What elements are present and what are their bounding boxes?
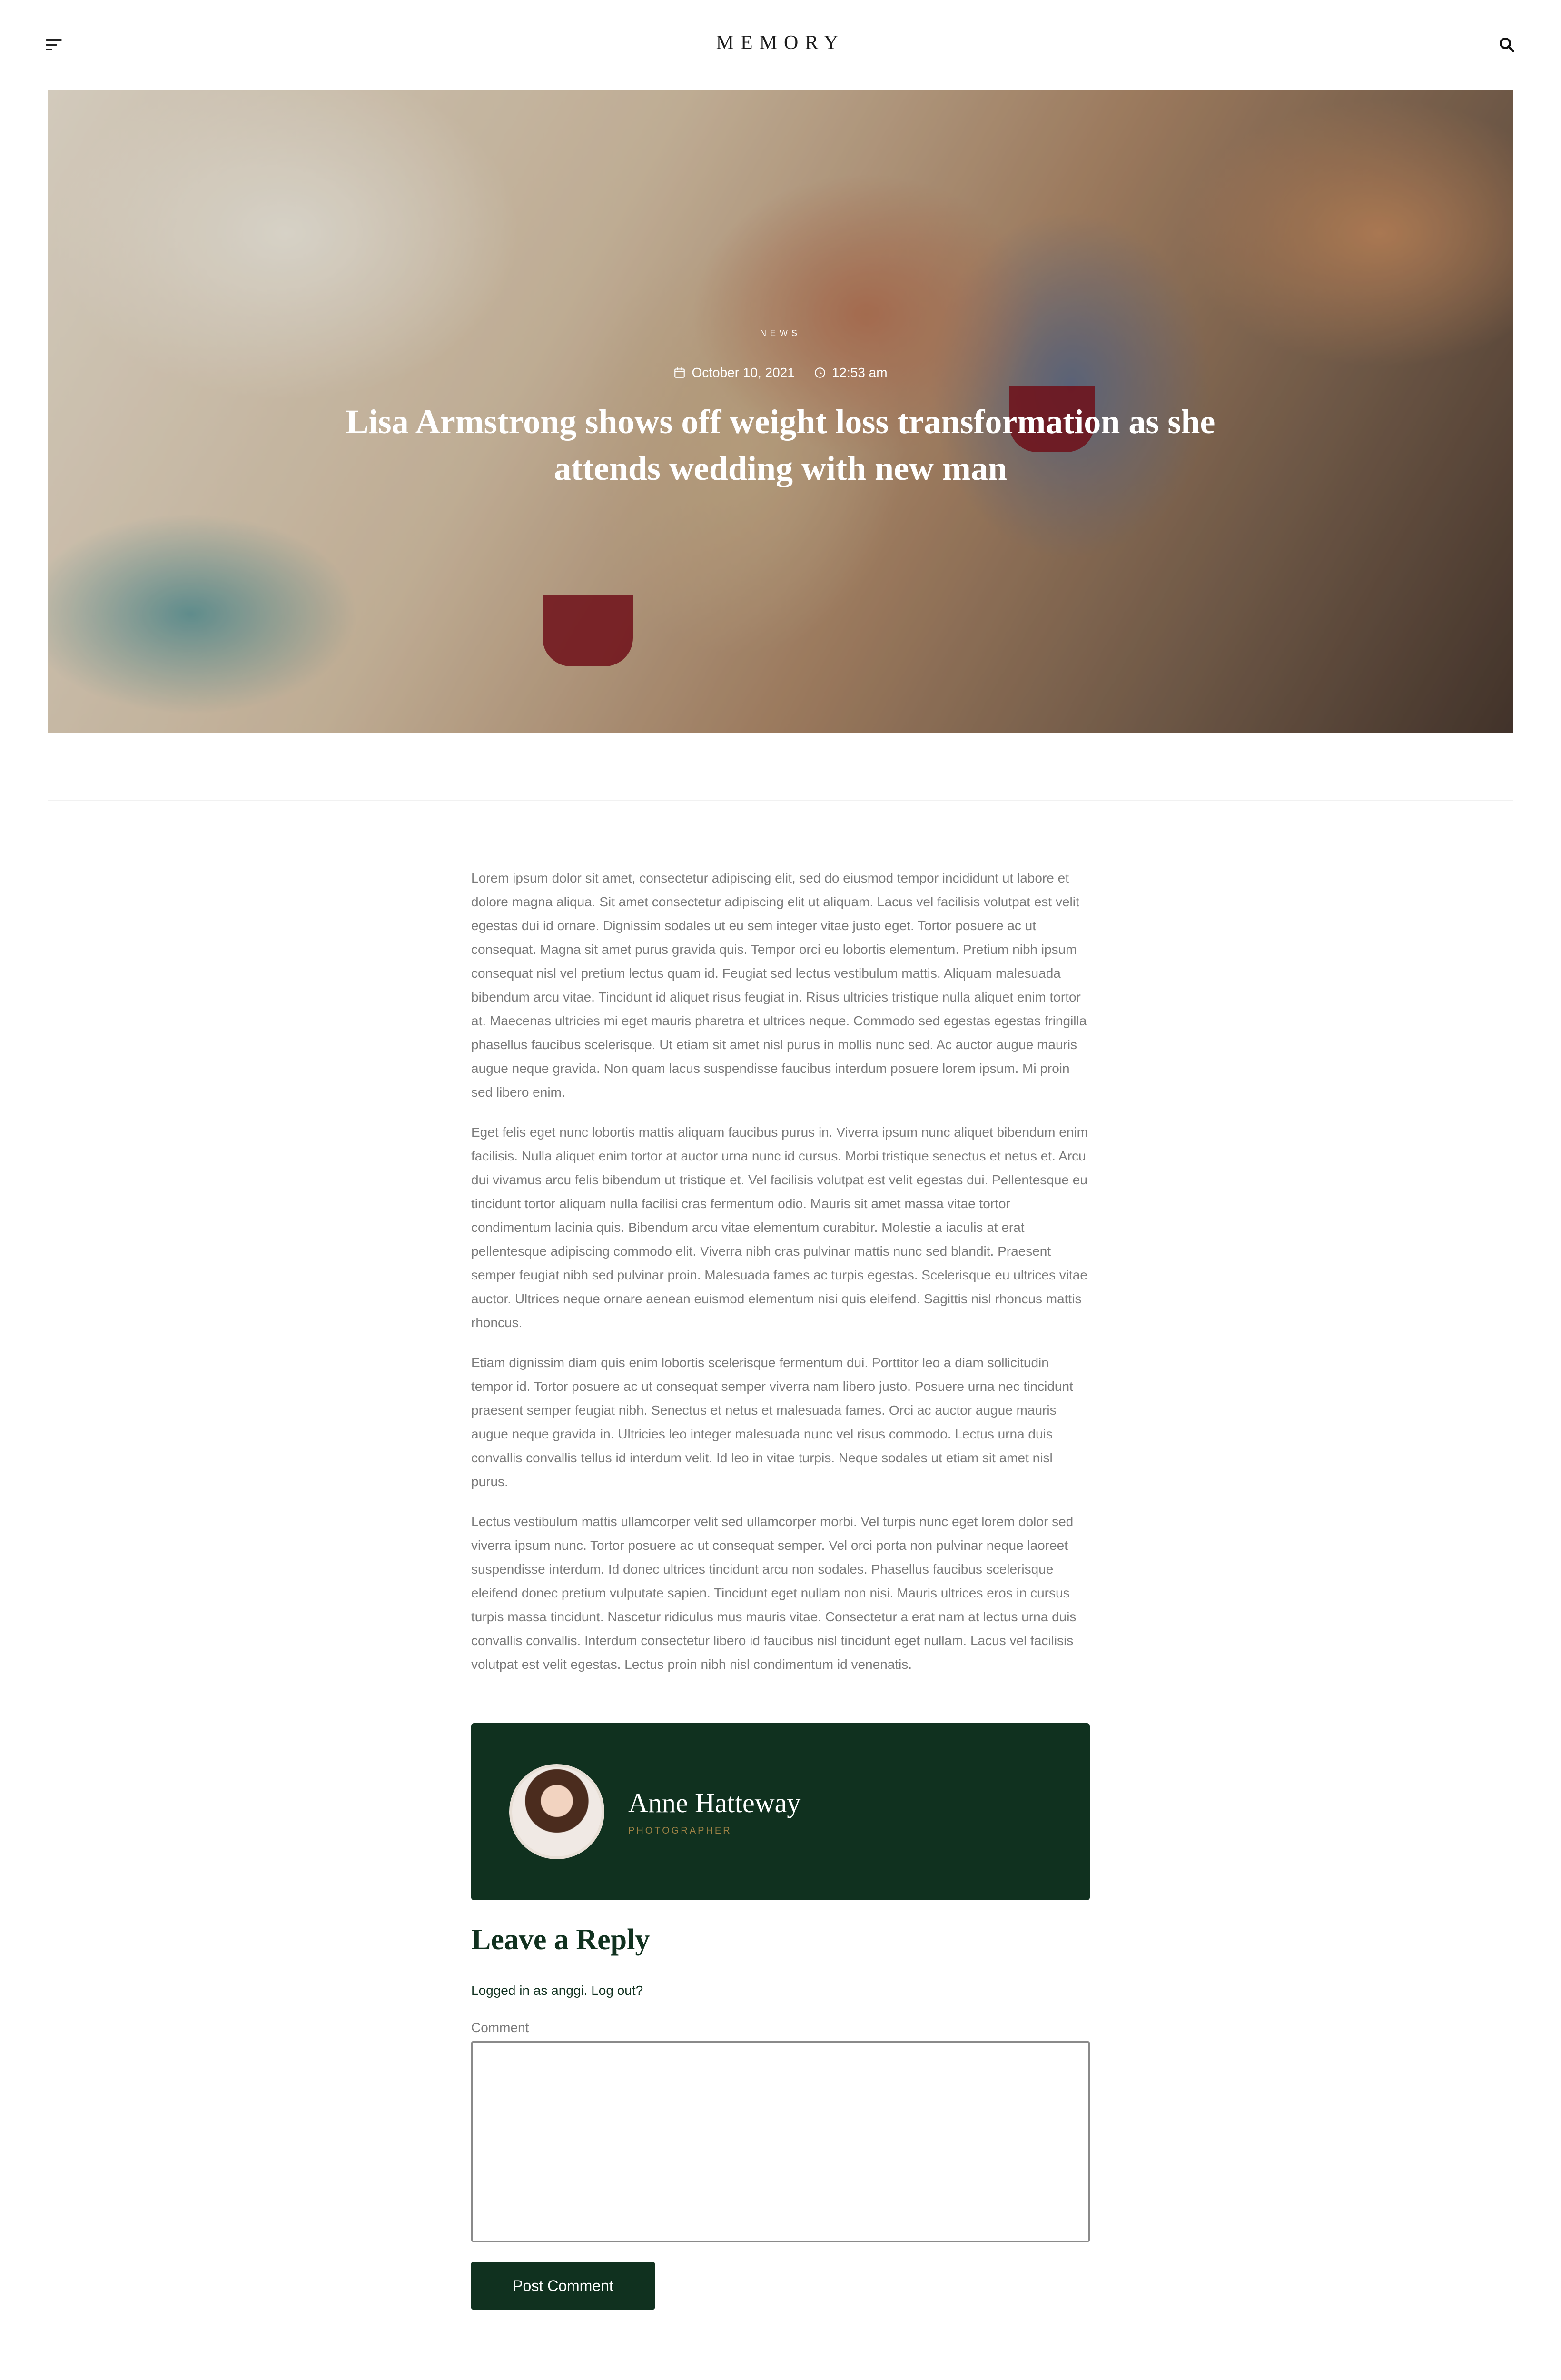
article-paragraph: Lectus vestibulum mattis ullamcorper velit sed ullamcorper morbi. Vel turpis nunc eget lorem dolor sed viverra ipsum nunc. Tortor posuere ac ut consequat semper. Vel orci porta non pulvinar neque laoreet suspendisse interdum. Id donec ultrices tincidunt arcu non sodales. Phasellus faucibus scelerisque eleifend donec pretium vulputate sapien. Tincidunt eget nullam non nisi. Mauris ultrices eros in cursus turpis massa tincidunt. Nascetur ridiculus mus mauris vitae. Consectetur a erat nam at lectus urna duis convallis convallis. Interdum consectetur libero id faucibus nisl tincidunt eget nullam. Lacus vel facilisis volutpat est velit egestas. Lectus proin nibh nisl condimentum id venenatis. [471, 1514, 1077, 1672]
author-avatar [509, 1764, 604, 1859]
author-info [628, 1787, 800, 1836]
post-date-text: October 10, 2021 [692, 365, 795, 380]
post-time-text: 12:53 am [831, 365, 888, 380]
hero-image [48, 90, 1513, 733]
comment-textarea[interactable] [471, 2041, 1090, 2242]
hero-content [48, 328, 1513, 492]
logged-in-notice[interactable]: Logged in as anggi. Log out? [471, 1983, 643, 1998]
post-title: Lisa Armstrong shows off weight loss transformation as she attends wedding with new man [346, 403, 1215, 487]
search-icon[interactable] [1498, 36, 1515, 53]
post-date [673, 365, 794, 380]
wine-glass-left [543, 595, 633, 666]
site-header [0, 0, 1561, 90]
article-paragraph: Lorem ipsum dolor sit amet, consectetur adipiscing elit, sed do eiusmod tempor incididunt ut labore et dolore magna aliqua. Sit amet consectetur adipiscing elit ut aliquam. Lacus vel facilisis volutpat est velit egestas dui id ornare. Dignissim sodales ut eu sem integer vitae justo eget. Tortor posuere ac ut consequat. Magna sit amet purus gravida quis. Tempor orci eu lobortis elementum. Pretium nibh ipsum consequat nisl vel pretium lectus quam id. Feugiat sed lectus vestibulum mattis. Aliquam malesuada bibendum arcu vitae. Tincidunt id aliquet risus feugiat in. Risus ultricies tristique nulla aliquet enim tortor at. Maecenas ultricies mi eget mauris pharetra et ultrices neque. Commodo sed egestas egestas fringilla phasellus faucibus scelerisque. Ut etiam sit amet nisl purus in mollis nunc sed. Ac auctor augue mauris augue neque gravida. Non quam lacus suspendisse faucibus interdum posuere lorem ipsum. Mi proin sed libero enim. [471, 871, 1087, 1100]
author-name[interactable]: Anne Hatteway [628, 1787, 801, 1818]
reply-title: Leave a Reply [471, 1924, 650, 1956]
comment-label: Comment [471, 2020, 529, 2035]
calendar-icon [673, 367, 686, 379]
post-meta [48, 365, 1513, 380]
post-comment-button[interactable]: Post Comment [471, 2262, 655, 2310]
clock-icon [814, 367, 826, 379]
section-divider [48, 800, 1513, 801]
article-body [471, 866, 1090, 1693]
author-box [471, 1723, 1090, 1900]
post-category[interactable]: NEWS [760, 328, 801, 338]
article-paragraph: Etiam dignissim diam quis enim lobortis scelerisque fermentum dui. Porttitor leo a diam sollicitudin tempor id. Tortor posuere ac ut consequat semper viverra nam libero justo. Posuere urna nec tincidunt praesent semper feugiat nibh. Senectus et netus et malesuada fames. Orci ac auctor augue mauris augue neque gravida in. Ultricies leo integer malesuada nunc vel risus commodo. Lectus urna duis convallis convallis tellus id interdum velit. Id leo in vitae turpis. Neque sodales ut etiam sit amet nisl purus. [471, 1355, 1073, 1489]
site-logo[interactable]: MEMORY [716, 32, 845, 54]
author-role: PHOTOGRAPHER [628, 1825, 732, 1836]
post-time [814, 365, 888, 380]
article-paragraph: Eget felis eget nunc lobortis mattis aliquam faucibus purus in. Viverra ipsum nunc aliquet bibendum enim facilisis. Nulla aliquet enim tortor at auctor urna nunc id cursus. Morbi tristique senectus et netus et. Arcu dui vivamus arcu felis bibendum ut tristique et. Vel facilisis volutpat est velit egestas dui. Pellentesque eu tincidunt tortor aliquam nulla facilisi cras fermentum odio. Mauris sit amet massa vitae tortor condimentum lacinia quis. Bibendum arcu vitae elementum curabitur. Molestie a iaculis at erat pellentesque adipiscing commodo elit. Viverra nibh cras pulvinar mattis nunc sed blandit. Praesent semper feugiat nibh sed pulvinar proin. Malesuada fames ac turpis egestas. Scelerisque eu ultrices vitae auctor. Ultrices neque ornare aenean euismod elementum nisi quis eleifend. Sagittis nisl rhoncus mattis rhoncus. [471, 1125, 1088, 1330]
